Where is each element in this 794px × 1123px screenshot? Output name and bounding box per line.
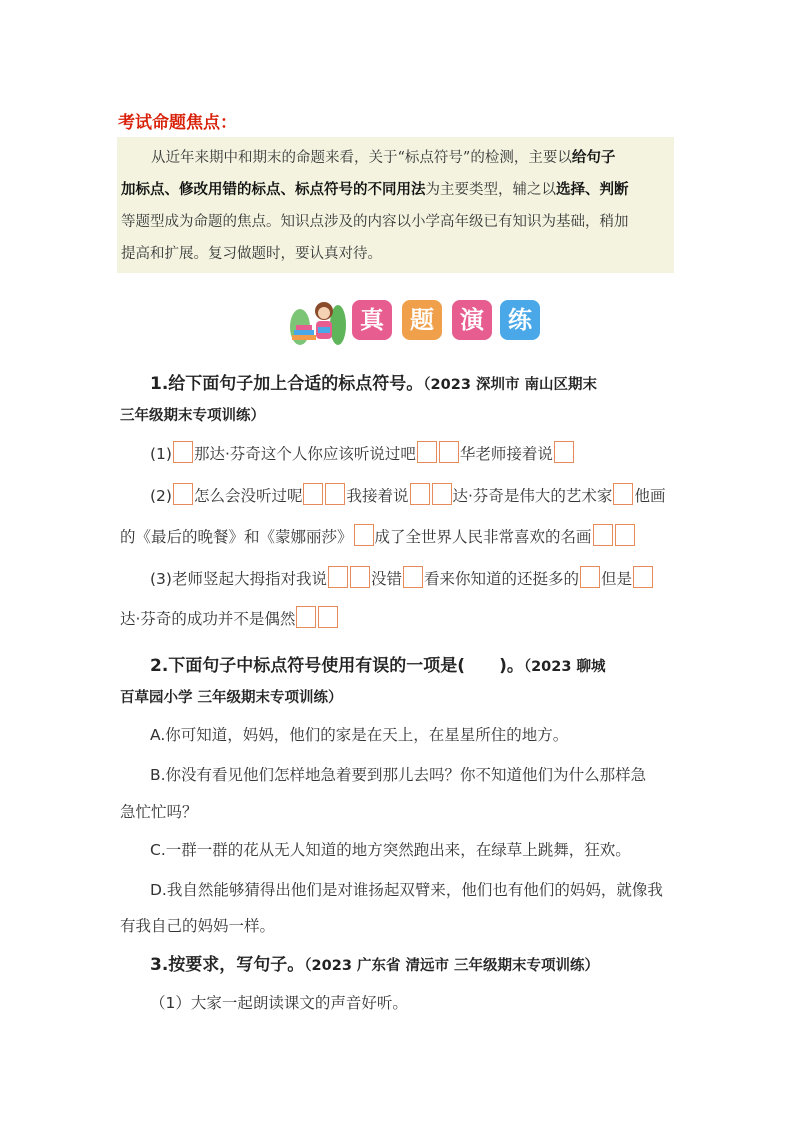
q2-option-b[interactable]: B.你没有看见他们怎样地急着要到那儿去吗？你不知道他们为什么那样急 [150,766,647,784]
answer-box[interactable] [325,483,345,505]
answer-box[interactable] [439,441,459,463]
focus-title: 考试命题焦点： [118,113,237,133]
answer-box[interactable] [580,566,600,588]
answer-box[interactable] [613,483,633,505]
q2-option-a[interactable]: A.你可知道，妈妈，他们的家是在天上，在星星所住的地方。 [150,726,569,744]
girl-reading-icon [288,297,348,347]
answer-box[interactable] [173,441,193,463]
answer-box[interactable] [354,524,374,546]
answer-box[interactable] [593,524,613,546]
banner-tile-4: 练 [500,300,540,340]
q1-sentence-2: (2) 怎么会没听过呢 我接着说 达·芬奇是伟大的艺术家 他画 [150,483,665,506]
banner-tile-3: 演 [452,300,492,340]
focus-line-4: 提高和扩展。复习做题时，要认真对待。 [121,246,382,262]
q2-option-d[interactable]: D.我自然能够猜得出他们是对谁扬起双臂来，他们也有他们的妈妈，就像我 [150,881,663,899]
answer-box[interactable] [633,566,653,588]
banner-tile-1: 真 [352,300,392,340]
focus-line-3: 等题型成为命题的焦点。知识点涉及的内容以小学高年级已有知识为基础，稍加 [121,214,629,230]
q1-sentence-2-cont: 的《最后的晚餐》和《蒙娜丽莎》 成了全世界人民非常喜欢的名画 [120,524,636,547]
focus-box [117,137,674,273]
answer-box[interactable] [303,483,323,505]
focus-line-1: 从近年来期中和期末的命题来看，关于“标点符号”的检测，主要以给句子 [151,149,616,166]
q1-sentence-1: (1) 那达·芬奇这个人你应该听说过吧 华老师接着说 [150,441,575,464]
q1-title: 1.给下面句子加上合适的标点符号。（2023 深圳市 南山区期末 [150,374,597,394]
q2-source-cont: 百草园小学 三年级期末专项训练） [120,690,343,706]
answer-box[interactable] [350,566,370,588]
q2-option-c[interactable]: C.一群一群的花从无人知道的地方突然跑出来，在绿草上跳舞，狂欢。 [150,841,631,859]
q2-option-d-cont: 有我自己的妈妈一样。 [120,917,276,935]
section-banner [288,297,548,347]
answer-box[interactable] [403,566,423,588]
q3-item-1: （1）大家一起朗读课文的声音好听。 [150,994,408,1012]
answer-box[interactable] [318,606,338,628]
answer-box[interactable] [328,566,348,588]
q1-sentence-3-cont: 达·芬奇的成功并不是偶然 [120,606,339,629]
q1-source-cont: 三年级期末专项训练） [120,408,265,424]
answer-box[interactable] [410,483,430,505]
answer-box[interactable] [173,483,193,505]
answer-box[interactable] [432,483,452,505]
focus-line-2: 加标点、修改用错的标点、标点符号的不同用法为主要类型，辅之以选择、判断 [121,181,629,198]
q3-title: 3.按要求，写句子。（2023 广东省 清远市 三年级期末专项训练） [150,955,600,975]
answer-box[interactable] [554,441,574,463]
answer-box[interactable] [615,524,635,546]
banner-tile-2: 题 [402,300,442,340]
answer-box[interactable] [417,441,437,463]
q1-sentence-3: (3)老师竖起大拇指对我说 没错 看来你知道的还挺多的 但是 [150,566,654,589]
answer-box[interactable] [296,606,316,628]
q2-option-b-cont: 急忙忙吗？ [120,803,198,821]
q2-title: 2.下面句子中标点符号使用有误的一项是( )。（2023 聊城 [150,656,606,676]
